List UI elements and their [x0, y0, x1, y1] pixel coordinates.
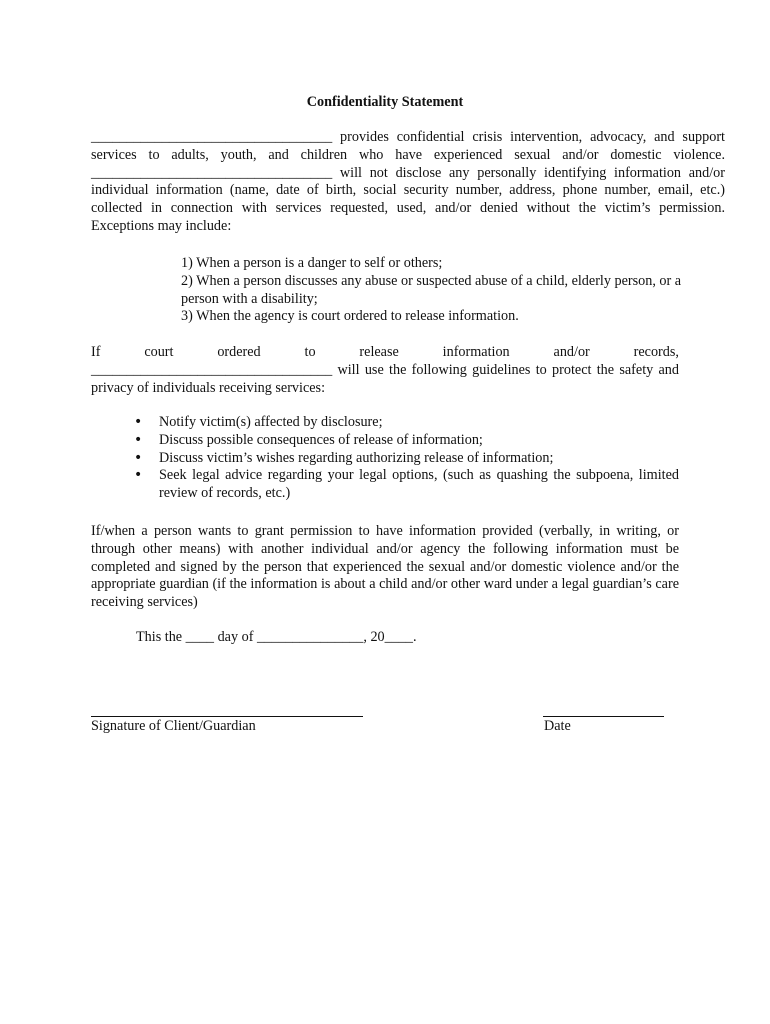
agency-name-blank[interactable]: __________________________________ — [91, 129, 333, 145]
court-word: records, — [633, 344, 679, 360]
document-title: Confidentiality Statement — [306, 94, 464, 110]
guideline-item: • Notify victim(s) affected by disclosure; — [159, 414, 679, 432]
guideline-item: • Discuss possible consequences of release of information; — [159, 432, 679, 450]
court-word: information — [442, 344, 510, 360]
guidelines-list — [159, 414, 679, 503]
agency-name-blank-2[interactable]: __________________________________ — [91, 164, 333, 181]
exceptions-list — [181, 255, 701, 326]
guideline-item: • Discuss victim’s wishes regarding authorizing release of information; — [159, 450, 679, 468]
court-order-text: will use the following guidelines to protect the safety and privacy of individuals receiving services: — [91, 361, 679, 396]
court-word: If — [91, 344, 101, 360]
intro-text-2: will not disclose any personally identifying information and/or individual information (name, date of birth, social security number, address, phone number, email, etc.) collected in connection with services requested, used, and/or denied without the victim’s permission. Exceptions may include: — [91, 164, 725, 234]
date-fill-line[interactable]: This the ____ day of _______________, 20____. — [136, 629, 417, 645]
court-order-first-line — [91, 344, 679, 362]
court-word: and/or — [553, 344, 590, 360]
exception-item: 1) When a person is a danger to self or others; — [181, 255, 443, 271]
date-signature-line[interactable] — [543, 716, 664, 717]
court-word: ordered — [217, 344, 261, 360]
intro-paragraph — [91, 129, 725, 236]
date-label: Date — [544, 718, 571, 734]
exception-item: 2) When a person discusses any abuse or suspected abuse of a child, elderly person, or a person with a disability; — [181, 272, 682, 307]
court-word: court — [144, 344, 174, 360]
court-word: to — [304, 344, 316, 360]
signature-line[interactable] — [91, 716, 363, 717]
guideline-item: • Seek legal advice regarding your legal options, (such as quashing the subpoena, limited review of records, etc.) — [159, 467, 679, 503]
court-word: release — [359, 344, 399, 360]
signature-label: Signature of Client/Guardian — [91, 718, 256, 734]
court-order-rest — [91, 362, 679, 398]
court-order-paragraph — [91, 344, 679, 397]
agency-name-blank-3[interactable]: __________________________________ — [91, 361, 333, 378]
permission-paragraph: If/when a person wants to grant permission to have information provided (verbally, in writing, or through other means) with another individual and/or agency the following information must be completed and signed by the person that experienced the sexual and/or domestic violence and/or the appropriate guardian (if the information is about a child and/or other ward under a legal guardian’s care receiving services) — [91, 523, 679, 611]
intro-text-1: provides confidential crisis intervention, advocacy, and support services to adults, youth, and children who have experienced sexual and/or domestic violence. — [91, 129, 725, 163]
exception-item: 3) When the agency is court ordered to release information. — [181, 308, 519, 325]
